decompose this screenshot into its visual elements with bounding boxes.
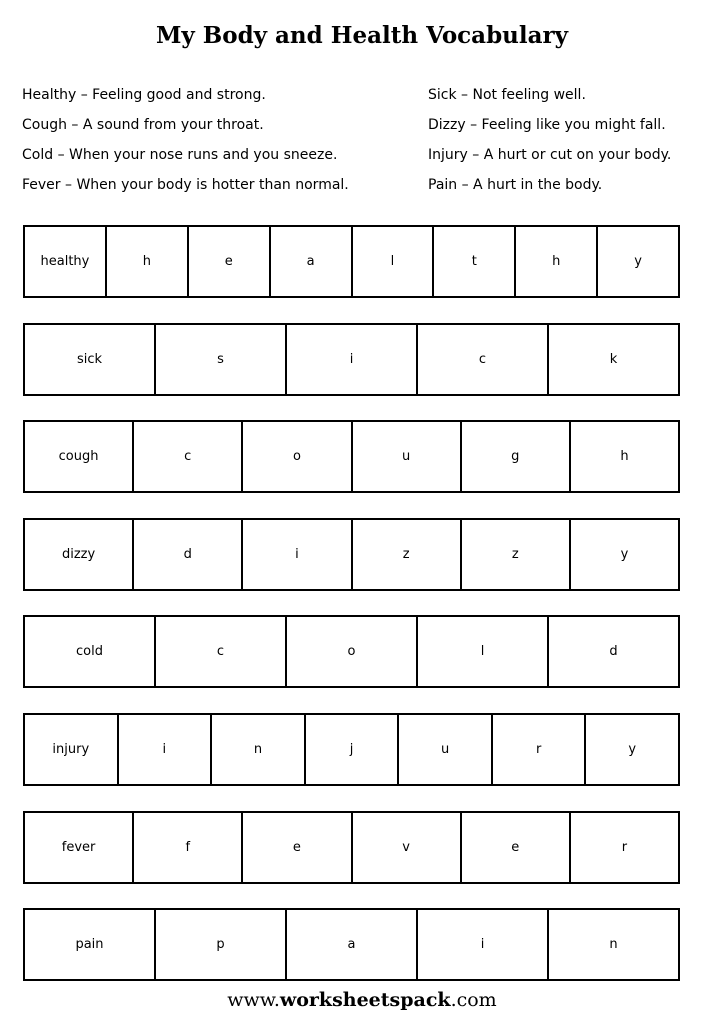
letter-cell: p [154, 910, 285, 979]
letter-cell: e [460, 813, 569, 882]
word-row-injury [23, 713, 680, 786]
letter-cell: v [351, 813, 460, 882]
letter-cell: n [547, 910, 678, 979]
definition-fever: Fever – When your body is hotter than normal. [22, 177, 349, 193]
word-cell: dizzy [61, 546, 96, 562]
definitions-left-column [22, 80, 422, 200]
definitions [22, 80, 712, 200]
definition-dizzy: Dizzy – Feeling like you might fall. [428, 117, 666, 133]
letter-cell: n [210, 715, 304, 784]
letter-cell: o [285, 617, 416, 686]
footer-site: worksheetspack [279, 989, 451, 1011]
letter-cell: d [547, 617, 678, 686]
word-cell: cough [58, 449, 99, 465]
letter-cell: u [351, 422, 460, 491]
letter-cell: i [285, 325, 416, 394]
word-row-healthy [23, 225, 680, 298]
letter-cell: h [514, 227, 596, 296]
letter-cell: a [285, 910, 416, 979]
letter-cell: s [154, 325, 285, 394]
word-row-fever [23, 811, 680, 884]
letter-cell: i [416, 910, 547, 979]
definition-injury: Injury – A hurt or cut on your body. [428, 147, 672, 163]
page-title: My Body and Health Vocabulary [155, 22, 569, 49]
definition-pain: Pain – A hurt in the body. [428, 177, 603, 193]
definitions-right-column [428, 80, 712, 200]
footer-suffix: .com [450, 989, 497, 1011]
letter-cell: l [351, 227, 433, 296]
letter-cell: r [569, 813, 678, 882]
letter-cell: y [584, 715, 678, 784]
letter-cell: t [432, 227, 514, 296]
letter-cell: h [569, 422, 678, 491]
letter-cell: f [132, 813, 241, 882]
word-cell: sick [76, 351, 103, 367]
letter-cell: z [460, 520, 569, 589]
letter-cell: h [105, 227, 187, 296]
letter-cell: y [569, 520, 678, 589]
letter-cell: c [416, 325, 547, 394]
letter-cell: r [491, 715, 585, 784]
word-row-cold [23, 615, 680, 688]
letter-cell: c [132, 422, 241, 491]
word-row-pain [23, 908, 680, 981]
letter-cell: i [241, 520, 350, 589]
definition-healthy: Healthy – Feeling good and strong. [22, 87, 266, 103]
word-cell: cold [76, 644, 103, 660]
letter-cell: l [416, 617, 547, 686]
letter-cell: o [241, 422, 350, 491]
letter-cell: a [269, 227, 351, 296]
letter-cell: k [547, 325, 678, 394]
letter-cell: u [397, 715, 491, 784]
letter-cell: d [132, 520, 241, 589]
word-cell: pain [75, 937, 104, 953]
definition-cough: Cough – A sound from your throat. [22, 117, 264, 133]
letter-cell: j [304, 715, 398, 784]
word-rows [23, 225, 680, 1006]
definition-cold: Cold – When your nose runs and you sneeze. [22, 147, 338, 163]
footer-prefix: www. [227, 989, 280, 1011]
word-row-sick [23, 323, 680, 396]
word-cell: fever [61, 839, 96, 855]
definition-sick: Sick – Not feeling well. [428, 87, 586, 103]
letter-cell: g [460, 422, 569, 491]
word-row-cough [23, 420, 680, 493]
word-row-dizzy [23, 518, 680, 591]
letter-cell: z [351, 520, 460, 589]
letter-cell: e [187, 227, 269, 296]
word-cell: injury [52, 741, 90, 757]
footer-url [0, 986, 724, 1014]
letter-cell: e [241, 813, 350, 882]
letter-cell: c [154, 617, 285, 686]
word-cell: healthy [40, 254, 90, 269]
letter-cell: i [117, 715, 211, 784]
letter-cell: y [596, 227, 678, 296]
